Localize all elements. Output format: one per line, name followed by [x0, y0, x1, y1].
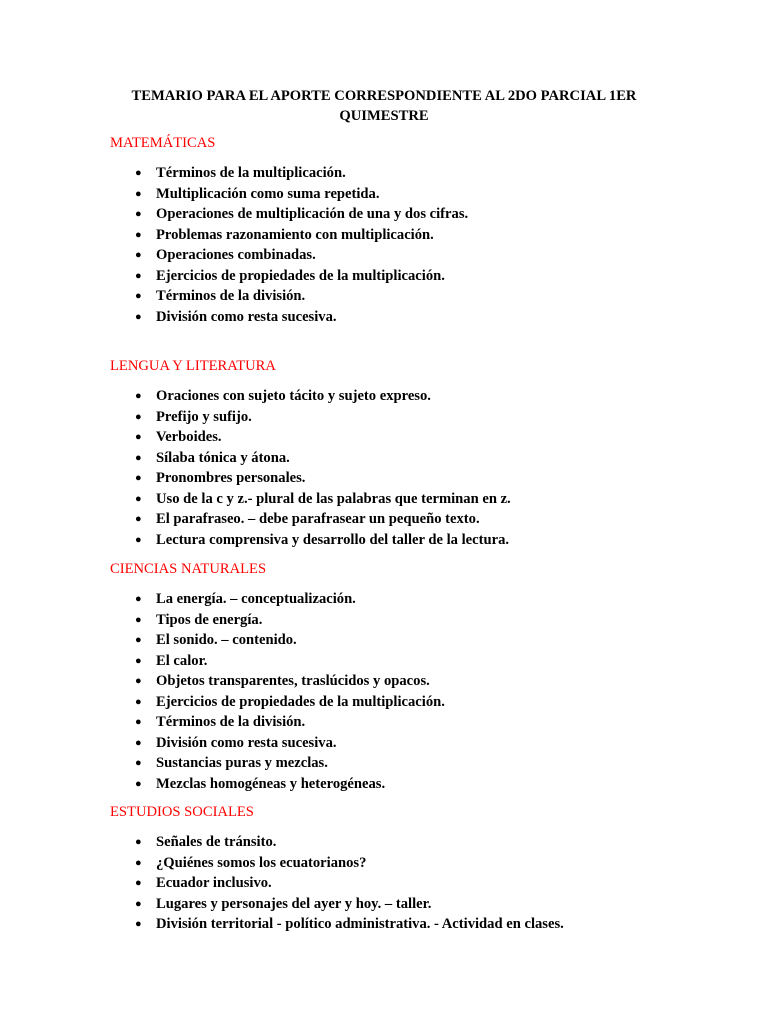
list-item: [110, 692, 445, 713]
list-item-text: Uso de la c y z.- plural de las palabras que terminan en z.: [156, 490, 511, 507]
bullet-icon: ●: [135, 451, 142, 464]
list-item-text: División como resta sucesiva.: [156, 734, 337, 751]
bullet-icon: ●: [135, 675, 142, 687]
list-item-text: División como resta sucesiva.: [156, 308, 337, 325]
list-item-text: Oraciones con sujeto tácito y sujeto expreso.: [156, 388, 431, 404]
list-item-text: Sílaba tónica y átona.: [156, 449, 290, 466]
bullet-icon: ●: [135, 187, 142, 200]
bullet-icon: ●: [135, 777, 142, 790]
list-item-text: Prefijo y sufijo.: [156, 408, 252, 425]
list-item: [110, 286, 468, 307]
list-item: [110, 733, 445, 754]
bullet-icon: ●: [135, 290, 142, 302]
list-item: [110, 509, 511, 530]
list-item: [110, 712, 445, 733]
list-item: [110, 427, 511, 448]
list-item: [110, 753, 445, 774]
list-item-text: Mezclas homogéneas y heterogéneas.: [156, 775, 386, 792]
list-item-text: Problemas razonamiento con multiplicación.: [156, 226, 434, 243]
list-item: [110, 651, 445, 672]
list-item: [110, 225, 468, 246]
list-item: [110, 774, 445, 795]
list-item-text: Operaciones de multiplicación de una y dos cifras.: [156, 206, 469, 222]
bullet-icon: ●: [135, 431, 142, 443]
topic-list-estudios-sociales: [110, 832, 564, 935]
list-item: [110, 307, 468, 328]
list-item-text: Sustancias puras y mezclas.: [156, 755, 328, 771]
list-item-text: El calor.: [156, 652, 208, 669]
section-heading-estudios-sociales: ESTUDIOS SOCIALES: [110, 804, 254, 820]
list-item-text: Términos de la multiplicación.: [156, 165, 346, 181]
list-item: [110, 671, 445, 692]
bullet-icon: ●: [135, 167, 142, 179]
bullet-icon: ●: [135, 757, 142, 769]
bullet-icon: ●: [135, 856, 142, 869]
list-item-text: Lugares y personajes del ayer y hoy. – taller.: [156, 895, 432, 912]
bullet-icon: ●: [135, 533, 142, 546]
list-item: [110, 832, 564, 853]
list-item: [110, 630, 445, 651]
list-item-text: Tipos de energía.: [156, 611, 263, 628]
bullet-icon: ●: [135, 716, 142, 728]
list-item-text: El parafraseo. – debe parafrasear un pequeño texto.: [156, 511, 480, 527]
topic-list-lengua-literatura: [110, 386, 511, 550]
list-item: [110, 610, 445, 631]
list-item: [110, 163, 468, 184]
bullet-icon: ●: [135, 472, 142, 484]
list-item: [110, 489, 511, 510]
list-item-text: ¿Quiénes somos los ecuatorianos?: [156, 854, 367, 871]
bullet-icon: ●: [135, 897, 142, 910]
list-item-text: Lectura comprensiva y desarrollo del taller de la lectura.: [156, 531, 510, 548]
list-item: [110, 184, 468, 205]
bullet-icon: ●: [135, 310, 142, 323]
list-item: [110, 245, 468, 266]
section-heading-matematicas: MATEMÁTICAS: [110, 135, 216, 151]
bullet-icon: ●: [135, 918, 142, 930]
section-heading-ciencias-naturales: CIENCIAS NATURALES: [110, 561, 267, 577]
list-item: [110, 468, 511, 489]
topic-list-ciencias-naturales: [110, 589, 445, 794]
list-item: [110, 407, 511, 428]
list-item: [110, 894, 564, 915]
bullet-icon: ●: [135, 208, 142, 220]
bullet-icon: ●: [135, 513, 142, 525]
list-item-text: Términos de la división.: [156, 288, 306, 304]
list-item: [110, 873, 564, 894]
list-item: [110, 204, 468, 225]
list-item-text: Operaciones combinadas.: [156, 247, 316, 263]
bullet-icon: ●: [135, 836, 142, 848]
list-item: [110, 853, 564, 874]
list-item-text: Ejercicios de propiedades de la multiplicación.: [156, 693, 445, 710]
section-heading-lengua-literatura: LENGUA Y LITERATURA: [110, 358, 276, 374]
bullet-icon: ●: [135, 269, 142, 282]
list-item-text: Ecuador inclusivo.: [156, 875, 272, 891]
bullet-icon: ●: [135, 736, 142, 749]
list-item-text: El sonido. – contenido.: [156, 632, 297, 648]
list-item-text: Objetos transparentes, traslúcidos y opacos.: [156, 673, 430, 689]
bullet-icon: ●: [135, 634, 142, 646]
bullet-icon: ●: [135, 228, 142, 241]
list-item-text: División territorial - político administrativa. - Actividad en clases.: [156, 916, 564, 932]
bullet-icon: ●: [135, 410, 142, 423]
list-item-text: Señales de tránsito.: [156, 834, 277, 850]
list-item: [110, 914, 564, 935]
bullet-icon: ●: [135, 593, 142, 605]
list-item: [110, 589, 445, 610]
list-item-text: Términos de la división.: [156, 714, 306, 730]
bullet-icon: ●: [135, 877, 142, 889]
bullet-icon: ●: [135, 492, 142, 505]
list-item-text: Pronombres personales.: [156, 470, 306, 486]
bullet-icon: ●: [135, 249, 142, 261]
list-item: [110, 386, 511, 407]
bullet-icon: ●: [135, 695, 142, 708]
bullet-icon: ●: [135, 654, 142, 667]
bullet-icon: ●: [135, 390, 142, 402]
list-item: [110, 448, 511, 469]
bullet-icon: ●: [135, 613, 142, 626]
document-title: TEMARIO PARA EL APORTE CORRESPONDIENTE AL 2DO PARCIAL 1ER QUIMESTRE: [131, 88, 637, 124]
list-item-text: La energía. – conceptualización.: [156, 591, 356, 607]
list-item-text: Multiplicación como suma repetida.: [156, 185, 380, 202]
list-item-text: Ejercicios de propiedades de la multiplicación.: [156, 267, 445, 284]
list-item: [110, 530, 511, 551]
topic-list-matematicas: [110, 163, 468, 327]
list-item-text: Verboides.: [156, 429, 222, 445]
list-item: [110, 266, 468, 287]
